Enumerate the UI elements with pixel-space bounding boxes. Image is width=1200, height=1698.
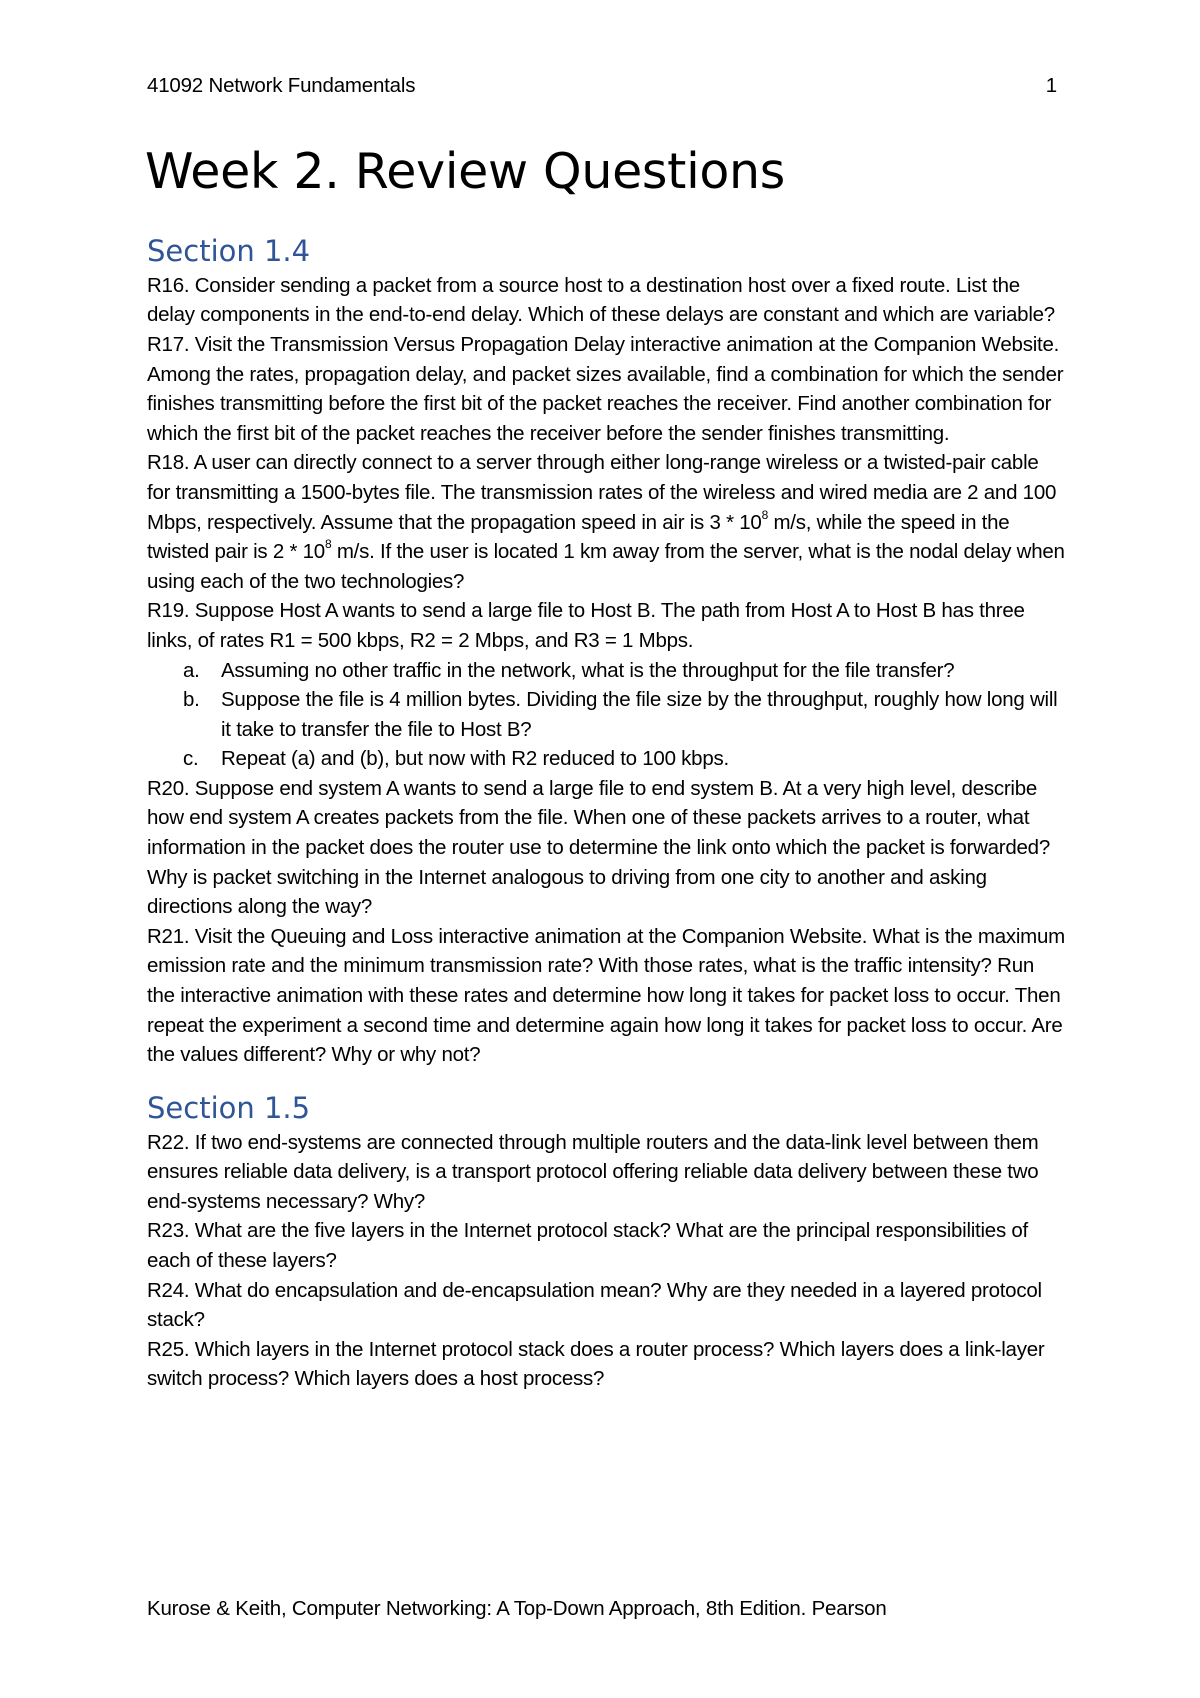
list-item-text: Repeat (a) and (b), but now with R2 reduced to 100 kbps. xyxy=(221,747,729,771)
list-item-text: Suppose the file is 4 million bytes. Dividing the file size by the throughput, roughly how long will it take to transfer the file to Host B? xyxy=(221,688,1058,741)
list-marker: c. xyxy=(183,747,199,771)
question-r19-subitems xyxy=(147,656,1067,774)
question-r22: R22. If two end-systems are connected through multiple routers and the data-link level between them ensures reliable data delivery, is a transport protocol offering reliable data delivery between these two end-systems necessary? Why? xyxy=(147,1130,1039,1213)
exponent: 8 xyxy=(761,507,768,522)
course-name: 41092 Network Fundamentals xyxy=(147,74,416,97)
question-r24: R24. What do encapsulation and de-encapsulation mean? Why are they needed in a layered protocol stack? xyxy=(147,1278,1042,1332)
list-item-text: Assuming no other traffic in the network, what is the throughput for the file transfer? xyxy=(221,658,955,682)
list-item xyxy=(147,685,1067,744)
list-marker: a. xyxy=(183,658,200,682)
question-r17: R17. Visit the Transmission Versus Propagation Delay interactive animation at the Companion Website. Among the rates, propagation delay, and packet sizes available, find a combination for which the sender finishes transmitting before the first bit of the packet reaches the receiver. Find another combination for which the first bit of the packet reaches the receiver before the sender finishes transmitting. xyxy=(147,332,1064,445)
section-heading-1-5: Section 1.5 xyxy=(147,1090,311,1125)
section-heading-1-4: Section 1.4 xyxy=(147,234,311,268)
list-marker: b. xyxy=(183,688,200,712)
question-r21: R21. Visit the Queuing and Loss interactive animation at the Companion Website. What is the maximum emission rate and the minimum transmission rate? With those rates, what is the traffic intensity? Run the interactive animation with these rates and determine how long it takes for packet loss to occur. Then repeat the experiment a second time and determine again how long it takes for packet loss to occur. Are the values different? Why or why not? xyxy=(147,924,1065,1067)
page-footer: Kurose & Keith, Computer Networking: A Top-Down Approach, 8th Edition. Pearson xyxy=(147,1597,887,1620)
question-r18-text: R18. A user can directly connect to a server through either long-range wireless or a twisted-pair cable for transmitting a 1500-bytes file. The transmission rates of the wireless and wired media are 2 and 100 Mbps, respectively. Assume that the propagation speed in air is 3 * 10 xyxy=(147,451,1057,534)
question-r18-text: m/s, while the speed in the twisted pair is 2 * 10 xyxy=(147,510,1010,564)
question-r25: R25. Which layers in the Internet protocol stack does a router process? Which layers does a link-layer switch process? Which layers does a host process? xyxy=(147,1337,1045,1391)
list-item xyxy=(147,744,1067,774)
document-body xyxy=(147,234,1067,1394)
page-number: 1 xyxy=(1045,74,1057,97)
page-title: Week 2. Review Questions xyxy=(145,143,786,200)
question-r23: R23. What are the five layers in the Internet protocol stack? What are the principal responsibilities of each of these layers? xyxy=(147,1219,1029,1272)
question-r20: R20. Suppose end system A wants to send a large file to end system B. At a very high level, describe how end system A creates packets from the file. When one of these packets arrives to a router, what information in the packet does the router use to determine the link onto which the packet is forwarded? Why is packet switching in the Internet analogous to driving from one city to another and asking directions along the way? xyxy=(147,776,1050,919)
question-r19: R19. Suppose Host A wants to send a large file to Host B. The path from Host A to Host B has three links, of rates R1 = 500 kbps, R2 = 2 Mbps, and R3 = 1 Mbps. xyxy=(147,599,1025,652)
question-r16: R16. Consider sending a packet from a source host to a destination host over a fixed route. List the delay components in the end-to-end delay. Which of these delays are constant and which are variable? xyxy=(147,273,1055,327)
list-item xyxy=(147,656,1067,686)
page-header xyxy=(147,74,1057,98)
question-r18-text: m/s. If the user is located 1 km away from the server, what is the nodal delay when using each of the two technologies? xyxy=(147,540,1065,593)
exponent: 8 xyxy=(324,537,332,552)
question-r18 xyxy=(147,448,1067,596)
